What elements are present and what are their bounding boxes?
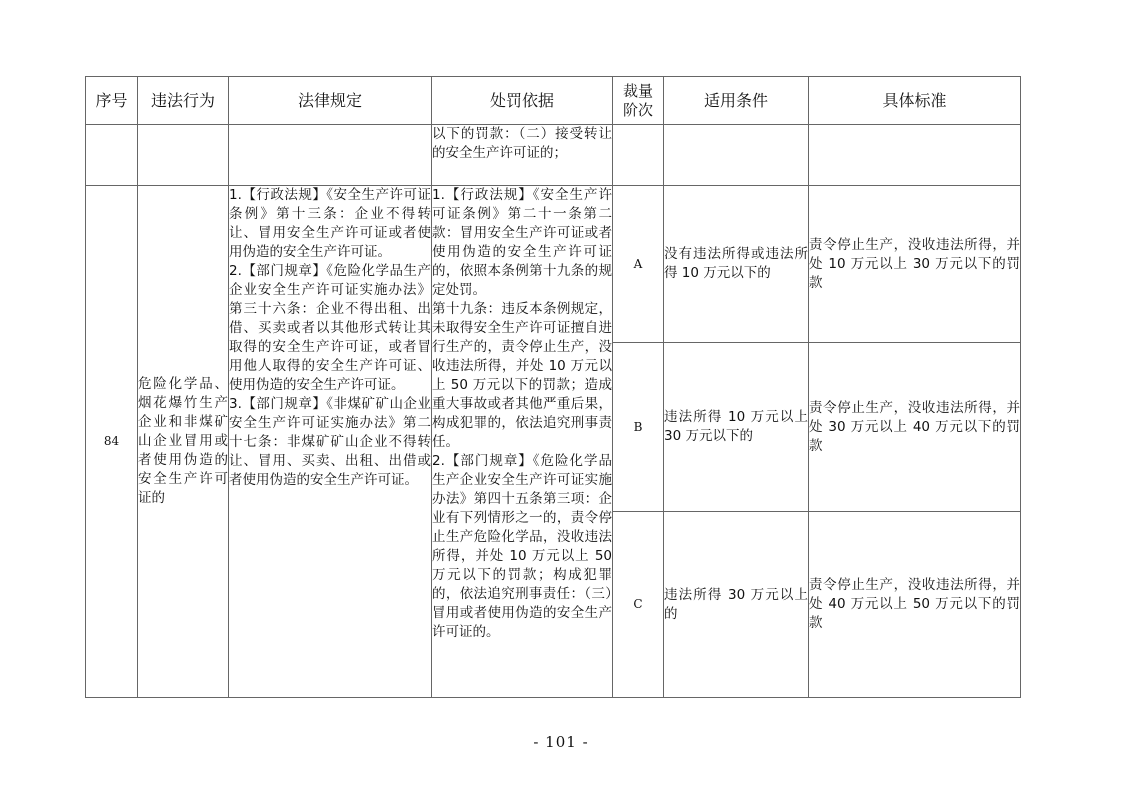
header-basis: 处罚依据 — [432, 77, 613, 125]
level-a-standard: 责令停止生产，没收违法所得，并处 10 万元以上 30 万元以下的罚款 — [809, 186, 1021, 343]
level-c-condition: 违法所得 30 万元以上的 — [664, 512, 809, 698]
continued-basis: 以下的罚款：（二）接受转让的安全生产许可证的； — [432, 125, 613, 186]
continued-seq — [86, 125, 138, 186]
level-c-standard: 责令停止生产，没收违法所得，并处 40 万元以上 50 万元以下的罚款 — [809, 512, 1021, 698]
basis-item-3: 2.【部门规章】《危险化学品生产企业安全生产许可证实施办法》第四十五条第三项：企业有下列情形之一的，责令停止生产危险化学品，没收违法所得，并处 10 万元以上 50 万元以下的罚款；构成犯罪的，依法追究刑事责任：（三）冒用或者使用伪造的安全生产许可证的。 — [432, 453, 612, 640]
header-level: 裁量 阶次 — [613, 77, 664, 125]
header-behavior: 违法行为 — [138, 77, 229, 125]
continued-level — [613, 125, 664, 186]
continued-law — [229, 125, 432, 186]
row-seq: 84 — [86, 186, 138, 698]
continued-row — [86, 125, 1021, 186]
header-law: 法律规定 — [229, 77, 432, 125]
penalty-table — [85, 76, 1021, 698]
level-b-standard: 责令停止生产，没收违法所得，并处 30 万元以上 40 万元以下的罚款 — [809, 343, 1021, 512]
row-basis — [432, 186, 613, 698]
level-a-grade: A — [613, 186, 664, 343]
continued-behavior — [138, 125, 229, 186]
level-c-grade: C — [613, 512, 664, 698]
page-number: - 101 - — [533, 733, 589, 751]
header-row — [86, 77, 1021, 125]
header-condition: 适用条件 — [664, 77, 809, 125]
continued-condition — [664, 125, 809, 186]
basis-item-2: 第十九条：违反本条例规定，未取得安全生产许可证擅自进行生产的，责令停止生产，没收违法所得，并处 10 万元以上 50 万元以下的罚款；造成重大事故或者其他严重后果，构成犯罪的，依法追究刑事责任。 — [432, 301, 612, 450]
level-a-condition: 没有违法所得或违法所得 10 万元以下的 — [664, 186, 809, 343]
row-law — [229, 186, 432, 698]
header-seq: 序号 — [86, 77, 138, 125]
level-b-condition: 违法所得 10 万元以上 30 万元以下的 — [664, 343, 809, 512]
level-b-grade: B — [613, 343, 664, 512]
law-item-1: 1.【行政法规】《安全生产许可证条例》第十三条：企业不得转让、冒用安全生产许可证或者使用伪造的安全生产许可证。 — [229, 187, 431, 260]
basis-item-1: 1.【行政法规】《安全生产许可证条例》第二十一条第二款：冒用安全生产许可证或者使用伪造的安全生产许可证的，依照本条例第十九条的规定处罚。 — [432, 187, 612, 298]
law-item-2: 2.【部门规章】《危险化学品生产企业安全生产许可证实施办法》第三十六条：企业不得出租、出借、买卖或者以其他形式转让其取得的安全生产许可证，或者冒用他人取得的安全生产许可证、使用伪造的安全生产许可证。 — [229, 263, 431, 393]
row-behavior: 危险化学品、烟花爆竹生产企业和非煤矿山企业冒用或者使用伪造的安全生产许可证的 — [138, 186, 229, 698]
header-standard: 具体标准 — [809, 77, 1021, 125]
law-item-3: 3.【部门规章】《非煤矿矿山企业安全生产许可证实施办法》第二十七条：非煤矿矿山企业不得转让、冒用、买卖、出租、出借或者使用伪造的安全生产许可证。 — [229, 396, 431, 488]
table-row — [86, 186, 1021, 343]
continued-standard — [809, 125, 1021, 186]
